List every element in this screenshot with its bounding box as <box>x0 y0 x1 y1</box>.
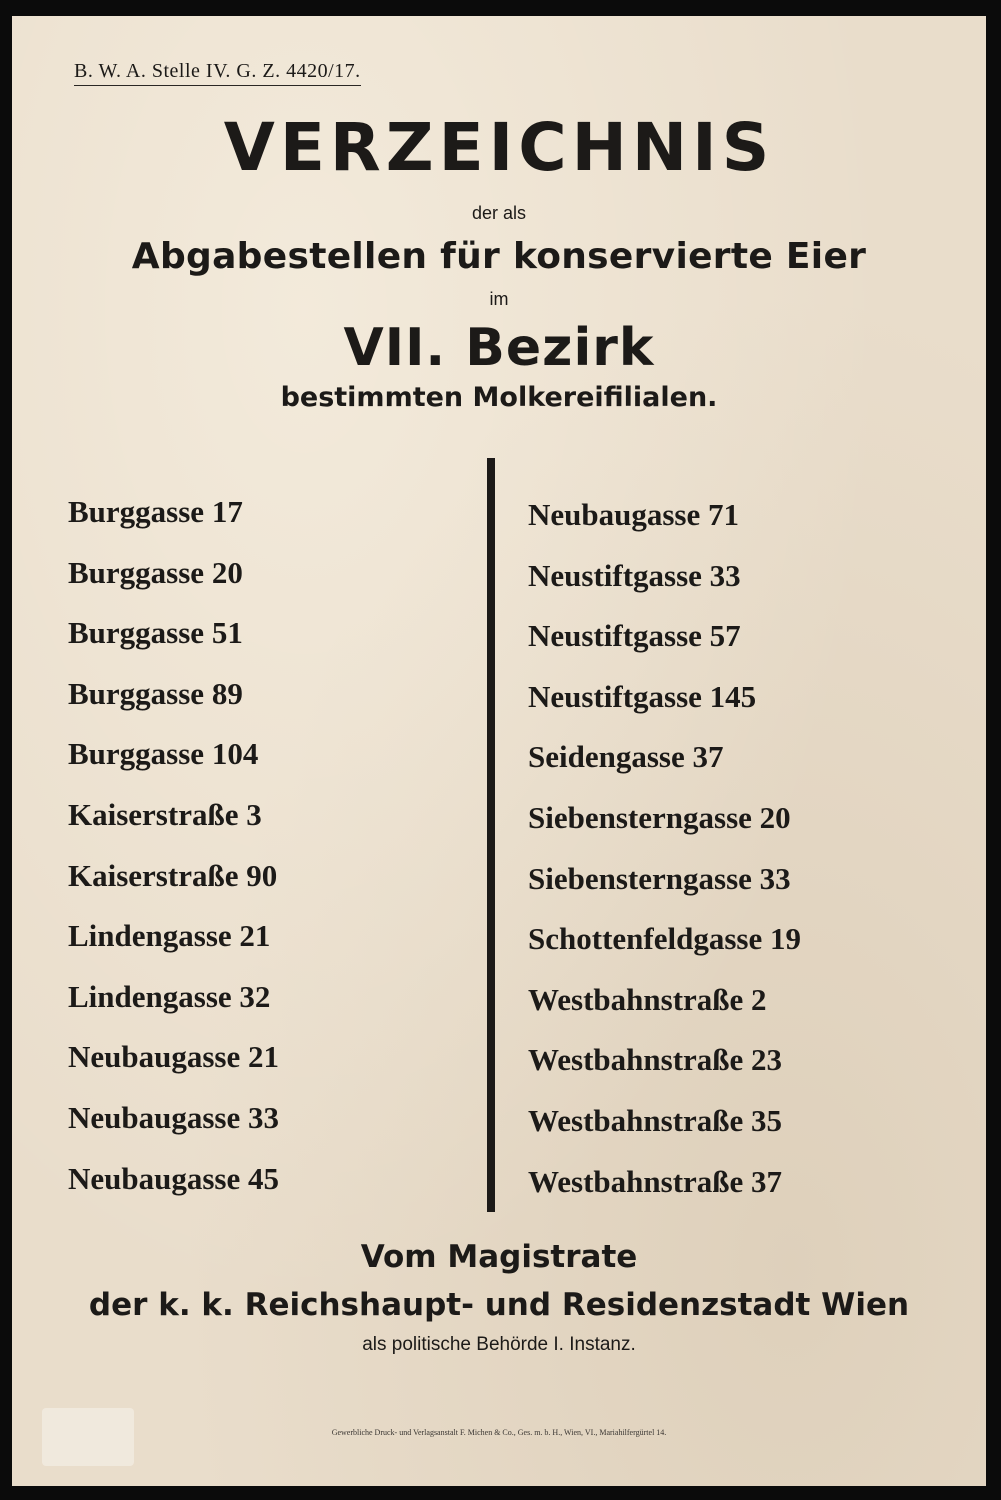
authority-line-3: als politische Behörde I. Instanz. <box>362 1334 636 1355</box>
address-item: Burggasse 51 <box>68 615 243 651</box>
address-item: Burggasse 17 <box>68 494 243 529</box>
address-item: Kaiserstraße 3 <box>68 796 262 832</box>
address-item: Neubaugasse 21 <box>68 1039 280 1075</box>
address-list-right <box>528 485 801 1212</box>
address-item: Lindengasse 32 <box>68 978 271 1014</box>
address-item: Burggasse 104 <box>68 736 259 772</box>
address-item: Neustiftgasse 145 <box>528 678 757 714</box>
address-item: Siebensterngasse 20 <box>528 799 791 835</box>
address-item: Neubaugasse 45 <box>68 1160 280 1196</box>
authority-line-2: der k. k. Reichshaupt- und Residenzstadt Wien <box>88 1287 910 1323</box>
address-item: Siebensterngasse 33 <box>528 860 791 896</box>
address-item: Westbahnstraße 23 <box>528 1042 783 1078</box>
subtitle-connector-1: der als <box>471 203 527 223</box>
address-item: Westbahnstraße 37 <box>528 1163 783 1199</box>
reference-number: B. W. A. Stelle IV. G. Z. 4420/17. <box>74 60 361 86</box>
address-item: Seidengasse 37 <box>528 739 724 775</box>
address-list-left <box>68 482 279 1209</box>
poster <box>12 16 986 1486</box>
address-item: Neubaugasse 71 <box>528 497 740 532</box>
address-item: Schottenfeldgasse 19 <box>528 921 801 957</box>
address-item: Neustiftgasse 57 <box>528 618 741 654</box>
poster-heading: Abgabestellen für konservierte Eier <box>131 236 867 277</box>
poster-title: VERZEICHNIS <box>223 109 775 186</box>
address-item: Neustiftgasse 33 <box>528 557 741 593</box>
subtitle-connector-2: im <box>489 289 509 309</box>
address-item: Westbahnstraße 2 <box>528 981 767 1017</box>
district-heading: VII. Bezirk <box>343 318 655 378</box>
address-item: Kaiserstraße 90 <box>68 857 278 893</box>
address-item: Burggasse 89 <box>68 675 243 711</box>
address-item: Westbahnstraße 35 <box>528 1102 783 1138</box>
address-item: Neubaugasse 33 <box>68 1099 280 1135</box>
address-item: Burggasse 20 <box>68 554 243 590</box>
column-divider <box>487 458 495 1212</box>
authority-line-1: Vom Magistrate <box>360 1239 638 1275</box>
poster-subheading: bestimmten Molkereifilialen. <box>280 382 718 413</box>
address-item: Lindengasse 21 <box>68 918 271 954</box>
printer-imprint: Gewerbliche Druck- und Verlagsanstalt F. Michen & Co., Ges. m. b. H., Wien, VI., Mariahilfergürtel 14. <box>331 1428 667 1437</box>
